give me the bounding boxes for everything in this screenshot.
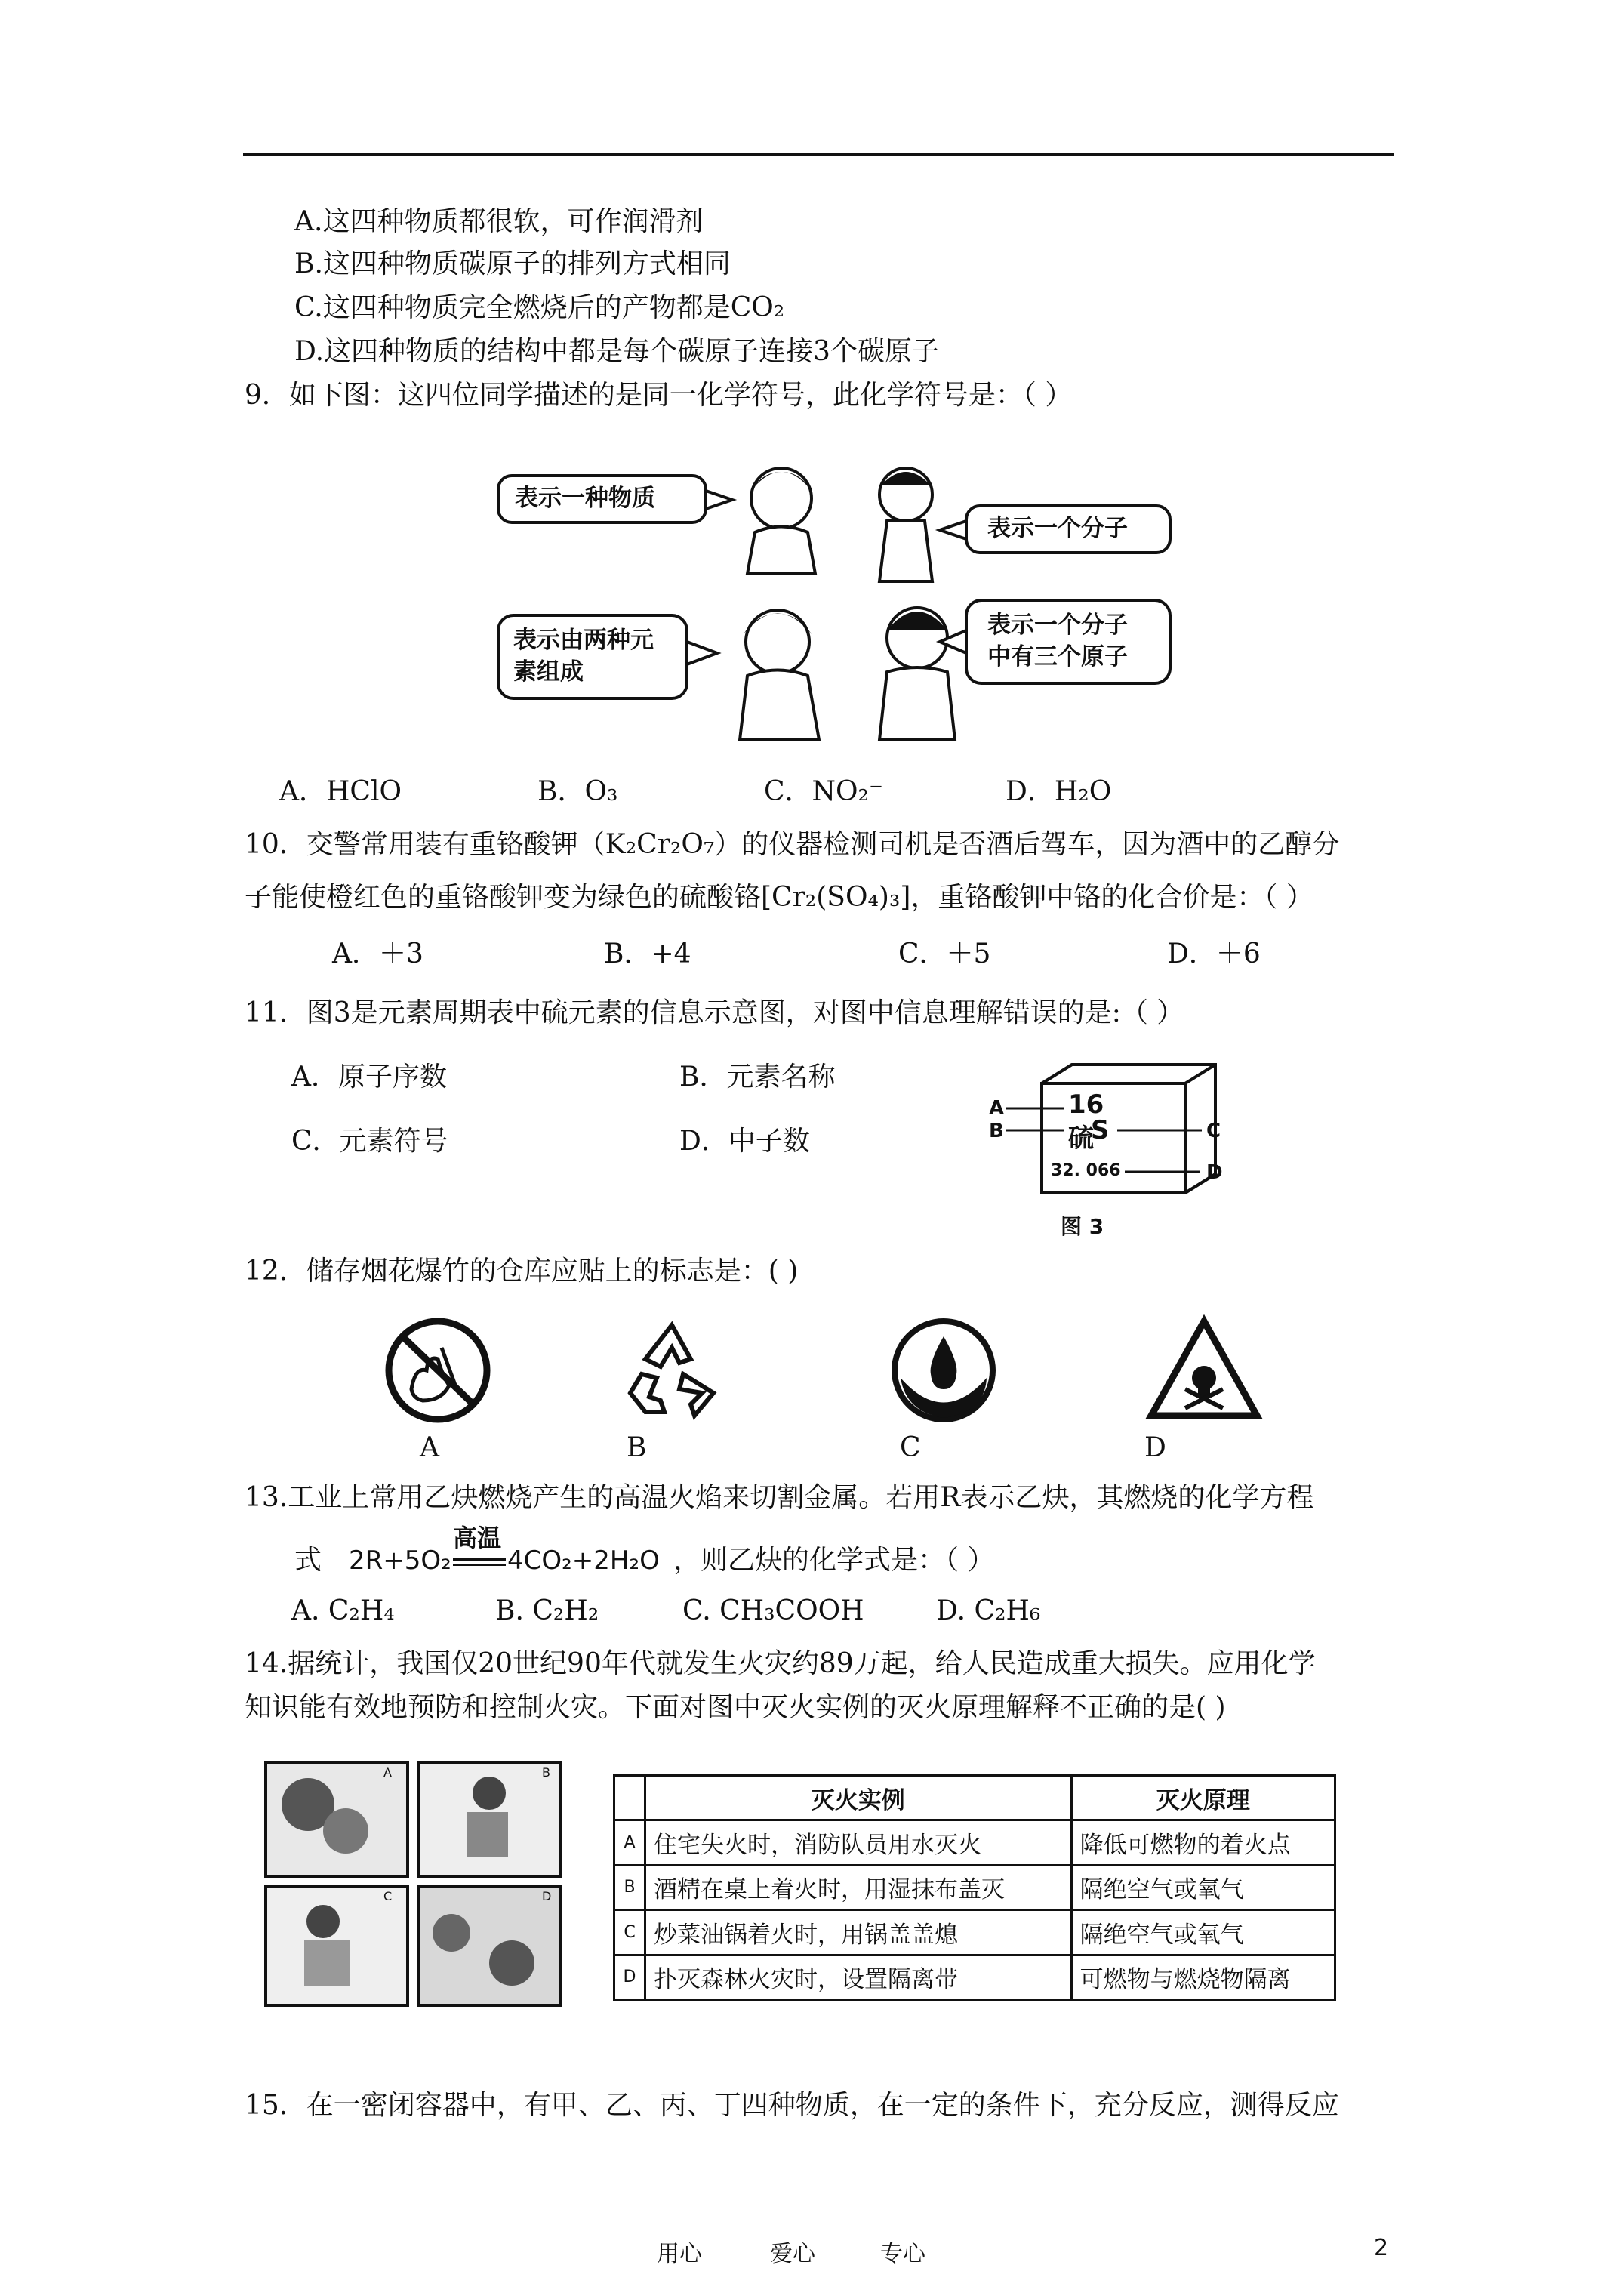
- footer-item-3: 专心: [880, 2241, 925, 2267]
- table-header-principle: 灭火原理: [1071, 1776, 1335, 1820]
- table-row-key: C: [614, 1910, 645, 1955]
- q8-option-d: D.这四种物质的结构中都是每个碳原子连接3个碳原子: [294, 336, 939, 367]
- sign-label-c: C: [900, 1432, 921, 1463]
- sign-label-b: B: [627, 1432, 647, 1463]
- q10-line-2: 子能使橙红色的重铬酸钾变为绿色的硫酸铬[Cr₂(SO₄)₃]，重铬酸钾中铬的化合价是：（ ）: [245, 882, 1313, 913]
- table-row-example: 住宅失火时，消防队员用水灭火: [645, 1820, 1072, 1865]
- element-name: 硫: [1068, 1123, 1094, 1154]
- q14-line-1: 14.据统计，我国仅20世纪90年代就发生火灾约89万起，给人民造成重大损失。应用化学: [245, 1648, 1316, 1679]
- q11-stem: 11．图3是元素周期表中硫元素的信息示意图，对图中信息理解错误的是:（ ）: [245, 997, 1184, 1028]
- bubble-text-1: 表示一种物质: [515, 485, 655, 512]
- q13-prefix: 式: [294, 1545, 322, 1576]
- table-row-principle: 隔绝空气或氧气: [1071, 1865, 1335, 1909]
- footer-item-2: 爱心: [770, 2241, 815, 2267]
- header-rule: [243, 153, 1394, 156]
- element-symbol: S: [1091, 1115, 1110, 1145]
- bubble-text-2: 表示一个分子: [987, 515, 1128, 542]
- q13-option-b: B. C₂H₂: [495, 1595, 599, 1626]
- table-row-principle: 隔绝空气或氧气: [1071, 1910, 1335, 1955]
- q13-line-1: 13.工业上常用乙炔燃烧产生的高温火焰来切割金属。若用R表示乙炔，其燃烧的化学方程: [245, 1482, 1314, 1513]
- equation-right: 4CO₂+2H₂O: [507, 1546, 660, 1576]
- fire-scenes-photos: [263, 1759, 565, 2008]
- photo-label-c: C: [383, 1889, 393, 1903]
- sign-label-a: A: [420, 1432, 439, 1463]
- recycle-icon: [615, 1318, 728, 1426]
- equation-condition: 高温: [453, 1524, 502, 1552]
- footer-item-1: 用心: [657, 2241, 702, 2267]
- table-row: [614, 1820, 1335, 1865]
- bubble-text-3a: 表示由两种元: [513, 627, 654, 654]
- page-number: 2: [1374, 2235, 1389, 2261]
- table-row-principle: 可燃物与燃烧物隔离: [1071, 1955, 1335, 1999]
- sign-label-d: D: [1144, 1432, 1166, 1463]
- q13-suffix: ，则乙炔的化学式是：（ ）: [673, 1545, 995, 1576]
- equation-double-line-bottom: [453, 1564, 506, 1566]
- table-header-row: [614, 1776, 1335, 1820]
- photo-label-d: D: [542, 1889, 552, 1903]
- equation-left: 2R+5O₂: [349, 1546, 451, 1576]
- water-drop-sign-icon: [887, 1314, 1000, 1430]
- sulfur-element-figure: [989, 1061, 1238, 1242]
- q9-stem: 9．如下图：这四位同学描述的是同一化学符号，此化学符号是：（ ）: [245, 380, 1073, 411]
- no-fire-sign-icon: [381, 1314, 494, 1430]
- table-row-key: A: [614, 1820, 645, 1865]
- fire-principle-table: [613, 1774, 1336, 2001]
- q11-option-c: C．元素符号: [291, 1126, 448, 1157]
- bubble-text-3b: 素组成: [513, 658, 584, 686]
- table-row: [614, 1910, 1335, 1955]
- q12-stem: 12．储存烟花爆竹的仓库应贴上的标志是：( ): [245, 1256, 799, 1287]
- q9-option-c: C．NO₂⁻: [764, 776, 883, 807]
- q8-option-c: C.这四种物质完全燃烧后的产物都是CO₂: [294, 292, 785, 323]
- q13-option-d: D. C₂H₆: [936, 1595, 1041, 1626]
- q9-figure: [483, 445, 1178, 747]
- figure-caption: 图 3: [1061, 1214, 1104, 1239]
- element-label-c: C: [1206, 1120, 1221, 1142]
- element-mass: 32. 066: [1051, 1161, 1121, 1180]
- q10-option-a: A．＋3: [332, 938, 423, 969]
- q10-option-c: C．＋5: [898, 938, 991, 969]
- table-row: [614, 1955, 1335, 1999]
- element-cube-diagram: [989, 1061, 1238, 1242]
- q9-option-d: D．H₂O: [1006, 776, 1112, 807]
- table-row-example: 炒菜油锅着火时，用锅盖盖熄: [645, 1910, 1072, 1955]
- bubble-text-4b: 中有三个原子: [987, 643, 1128, 670]
- photo-label-a: A: [383, 1765, 392, 1780]
- table-row-key: B: [614, 1865, 645, 1909]
- element-number: 16: [1068, 1089, 1104, 1120]
- photo-label-b: B: [542, 1765, 550, 1780]
- q11-option-a: A．原子序数: [291, 1062, 447, 1093]
- table-row-example: 扑灭森林火灾时，设置隔离带: [645, 1955, 1072, 1999]
- q9-option-a: A．HClO: [279, 776, 402, 807]
- q10-option-b: B．+4: [604, 938, 691, 969]
- table-row-example: 酒精在桌上着火时，用湿抹布盖灭: [645, 1865, 1072, 1909]
- element-label-a: A: [989, 1097, 1005, 1120]
- q13-option-c: C. CH₃COOH: [682, 1595, 864, 1626]
- q8-option-a: A.这四种物质都很软，可作润滑剂: [294, 206, 704, 237]
- equation-double-line-top: [453, 1558, 506, 1561]
- toxic-warning-icon: [1144, 1314, 1264, 1430]
- q14-line-2: 知识能有效地预防和控制火灾。下面对图中灭火实例的灭火原理解释不正确的是( ): [245, 1692, 1226, 1723]
- q11-option-d: D．中子数: [679, 1126, 810, 1157]
- q13-option-a: A. C₂H₄: [291, 1595, 395, 1626]
- element-label-b: B: [989, 1120, 1004, 1142]
- table-row-key: D: [614, 1955, 645, 1999]
- table-row-principle: 降低可燃物的着火点: [1071, 1820, 1335, 1865]
- element-label-d: D: [1206, 1161, 1223, 1184]
- q10-line-1: 10．交警常用装有重铬酸钾（K₂Cr₂O₇）的仪器检测司机是否酒后驾车，因为酒中的乙醇分: [245, 829, 1340, 860]
- q10-option-d: D．＋6: [1167, 938, 1261, 969]
- bubble-text-4a: 表示一个分子: [987, 612, 1128, 639]
- q11-option-b: B．元素名称: [679, 1062, 836, 1093]
- q15-line-1: 15．在一密闭容器中，有甲、乙、丙、丁四种物质，在一定的条件下，充分反应，测得反应: [245, 2090, 1339, 2121]
- q9-option-b: B．O₃: [537, 776, 618, 807]
- table-header-key: [614, 1776, 645, 1820]
- table-row: [614, 1865, 1335, 1909]
- q8-option-b: B.这四种物质碳原子的排列方式相同: [294, 248, 731, 279]
- table-header-example: 灭火实例: [645, 1776, 1072, 1820]
